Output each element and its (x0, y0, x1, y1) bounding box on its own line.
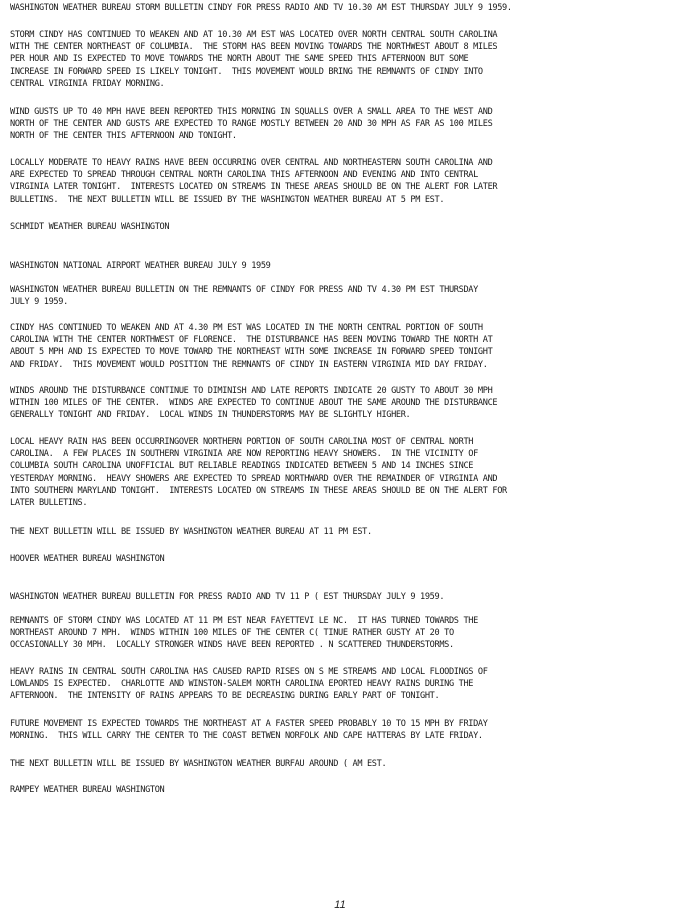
page-number: 11 (334, 899, 346, 911)
text-line: INCREASE IN FORWARD SPEED IS LIKELY TONIGHT. THIS MOVEMENT WOULD BRING THE REMNANTS OF CINDY INTO (10, 66, 483, 77)
text-line: LOCALLY MODERATE TO HEAVY RAINS HAVE BEEN OCCURRING OVER CENTRAL AND NORTHEASTERN SOUTH CAROLINA AND (10, 158, 493, 168)
bulletin-2-paragraph (10, 322, 674, 371)
text-line: AFTERNOON. THE INTENSITY OF RAINS APPEARS TO BE DECREASING DURING EARLY PART OF TONIGHT. (10, 691, 440, 702)
text-line: GENERALLY TONIGHT AND FRIDAY. LOCAL WINDS IN THUNDERSTORMS MAY BE SLIGHTLY HIGHER. (10, 410, 411, 421)
bulletin-3-paragraph (10, 666, 674, 703)
bulletin-3-signature (10, 784, 674, 796)
bulletin-2-paragraph (10, 385, 674, 422)
text-line: WASHINGTON NATIONAL AIRPORT WEATHER BUREAU JULY 9 1959 (10, 261, 271, 271)
bulletin-2-signature (10, 553, 674, 565)
text-line: NORTH OF THE CENTER AND GUSTS ARE EXPECTED TO RANGE MOSTLY BETWEEN 20 AND 30 MPH AS FAR AS 100 MILES (10, 119, 493, 130)
text-line: THE NEXT BULLETIN WILL BE ISSUED BY WASHINGTON WEATHER BUREAU AT 11 PM EST. (10, 527, 372, 537)
text-line: CINDY HAS CONTINUED TO WEAKEN AND AT 4.30 PM EST WAS LOCATED IN THE NORTH CENTRAL PORTION OF SOUTH (10, 323, 483, 333)
text-line: NORTHEAST AROUND 7 MPH. WINDS WITHIN 100 MILES OF THE CENTER C( TINUE RATHER GUSTY AT 20 TO (10, 628, 454, 639)
text-line: WASHINGTON WEATHER BUREAU BULLETIN ON THE REMNANTS OF CINDY FOR PRESS AND TV 4.30 PM EST THURSDAY (10, 285, 478, 295)
text-line: REMNANTS OF STORM CINDY WAS LOCATED AT 11 PM EST NEAR FAYETTEVI LE NC. IT HAS TURNED TOWARDS THE (10, 616, 478, 626)
text-line: AND FRIDAY. THIS MOVEMENT WOULD POSITION THE REMNANTS OF CINDY IN EASTERN VIRGINIA MID DAY FRIDAY. (10, 359, 488, 370)
text-line: LOWLANDS IS EXPECTED. CHARLOTTE AND WINSTON-SALEM NORTH CAROLINA EPORTED HEAVY RAINS DURING THE (10, 679, 474, 690)
text-line: WITHIN 100 MILES OF THE CENTER. WINDS ARE EXPECTED TO CONTINUE ABOUT THE SAME AROUND THE DISTURBANCE (10, 398, 498, 409)
bulletin-3-paragraph (10, 718, 674, 742)
bulletin-1-paragraph (10, 29, 674, 90)
text-line: ABOUT 5 MPH AND IS EXPECTED TO MOVE TOWARD THE NORTHEAST WITH SOME INCREASE IN FORWARD SPEED TONIGHT (10, 347, 493, 358)
text-line: WASHINGTON WEATHER BUREAU BULLETIN FOR PRESS RADIO AND TV 11 P ( EST THURSDAY JULY 9 1959. (10, 592, 445, 602)
signature-line: HOOVER WEATHER BUREAU WASHINGTON (10, 554, 165, 564)
bulletin-3-header (10, 591, 674, 603)
text-line: BULLETINS. THE NEXT BULLETIN WILL BE ISSUED BY THE WASHINGTON WEATHER BUREAU AT 5 PM EST. (10, 194, 445, 205)
text-line: WINDS AROUND THE DISTURBANCE CONTINUE TO DIMINISH AND LATE REPORTS INDICATE 20 GUSTY TO ABOUT 30 MPH (10, 386, 493, 396)
bulletin-2-header (10, 284, 674, 308)
text-line: JULY 9 1959. (10, 297, 68, 308)
text-line: CAROLINA WITH THE CENTER NORTHWEST OF FLORENCE. THE DISTURBANCE HAS BEEN MOVING TOWARD THE NORTH AT (10, 335, 493, 346)
bulletin-2-paragraph (10, 436, 674, 509)
text-line: LOCAL HEAVY RAIN HAS BEEN OCCURRINGOVER NORTHERN PORTION OF SOUTH CAROLINA MOST OF CENTRAL NORTH (10, 437, 474, 447)
text-line: CAROLINA. A FEW PLACES IN SOUTHERN VIRGINIA ARE NOW REPORTING HEAVY SHOWERS. IN THE VICINITY OF (10, 449, 478, 460)
text-line: COLUMBIA SOUTH CAROLINA UNOFFICIAL BUT RELIABLE READINGS INDICATED BETWEEN 5 AND 14 INCHES SINCE (10, 461, 474, 472)
text-line: VIRGINIA LATER TONIGHT. INTERESTS LOCATED ON STREAMS IN THESE AREAS SHOULD BE ON THE ALERT FOR LATER (10, 182, 498, 193)
text-line: YESTERDAY MORNING. HEAVY SHOWERS ARE EXPECTED TO SPREAD NORTHWARD OVER THE REMAINDER OF VIRGINIA AND (10, 473, 498, 484)
text-line: WITH THE CENTER NORTHEAST OF COLUMBIA. THE STORM HAS BEEN MOVING TOWARDS THE NORTHWEST ABOUT 8 MILES (10, 42, 498, 53)
bulletin-2-dateline (10, 260, 674, 272)
text-line: MORNING. THIS WILL CARRY THE CENTER TO THE COAST BETWEN NORFOLK AND CAPE HATTERAS BY LATE FRIDAY. (10, 731, 483, 742)
text-line: WIND GUSTS UP TO 40 MPH HAVE BEEN REPORTED THIS MORNING IN SQUALLS OVER A SMALL AREA TO THE WEST AND (10, 107, 493, 117)
text-line: WASHINGTON WEATHER BUREAU STORM BULLETIN CINDY FOR PRESS RADIO AND TV 10.30 AM EST THURSDAY JULY 9 1959. (10, 3, 512, 13)
text-line: CENTRAL VIRGINIA FRIDAY MORNING. (10, 78, 165, 89)
signature-line: SCHMIDT WEATHER BUREAU WASHINGTON (10, 222, 170, 232)
text-line: LATER BULLETINS. (10, 498, 88, 509)
text-line: HEAVY RAINS IN CENTRAL SOUTH CAROLINA HAS CAUSED RAPID RISES ON S ME STREAMS AND LOCAL FLOODINGS OF (10, 667, 488, 677)
text-line: INTO SOUTHERN MARYLAND TONIGHT. INTERESTS LOCATED ON STREAMS IN THESE AREAS SHOULD BE ON THE ALERT FOR (10, 485, 507, 496)
bulletin-3-paragraph (10, 615, 674, 652)
text-line: ARE EXPECTED TO SPREAD THROUGH CENTRAL NORTH CAROLINA THIS AFTERNOON AND EVENING AND INTO CENTRAL (10, 170, 478, 181)
bulletin-1-paragraph (10, 157, 674, 206)
bulletin-1-header (10, 2, 674, 14)
text-line: STORM CINDY HAS CONTINUED TO WEAKEN AND AT 10.30 AM EST WAS LOCATED OVER NORTH CENTRAL SOUTH CAROLINA (10, 30, 498, 40)
text-line: PER HOUR AND IS EXPECTED TO MOVE TOWARDS THE NORTH ABOUT THE SAME SPEED THIS AFTERNOON BUT SOME (10, 54, 469, 65)
signature-line: RAMPEY WEATHER BUREAU WASHINGTON (10, 785, 165, 795)
text-line: THE NEXT BULLETIN WILL BE ISSUED BY WASHINGTON WEATHER BURFAU AROUND ( AM EST. (10, 759, 387, 769)
bulletin-1-signature (10, 221, 674, 233)
bulletin-3-next-notice (10, 758, 674, 770)
text-line: OCCASIONALLY 30 MPH. LOCALLY STRONGER WINDS HAVE BEEN REPORTED . N SCATTERED THUNDERSTORMS. (10, 640, 454, 651)
text-line: NORTH OF THE CENTER THIS AFTERNOON AND TONIGHT. (10, 131, 237, 142)
bulletin-2-next-notice (10, 526, 674, 538)
text-line: FUTURE MOVEMENT IS EXPECTED TOWARDS THE NORTHEAST AT A FASTER SPEED PROBABLY 10 TO 15 MPH BY FRIDAY (10, 719, 488, 729)
bulletin-1-paragraph (10, 106, 674, 143)
